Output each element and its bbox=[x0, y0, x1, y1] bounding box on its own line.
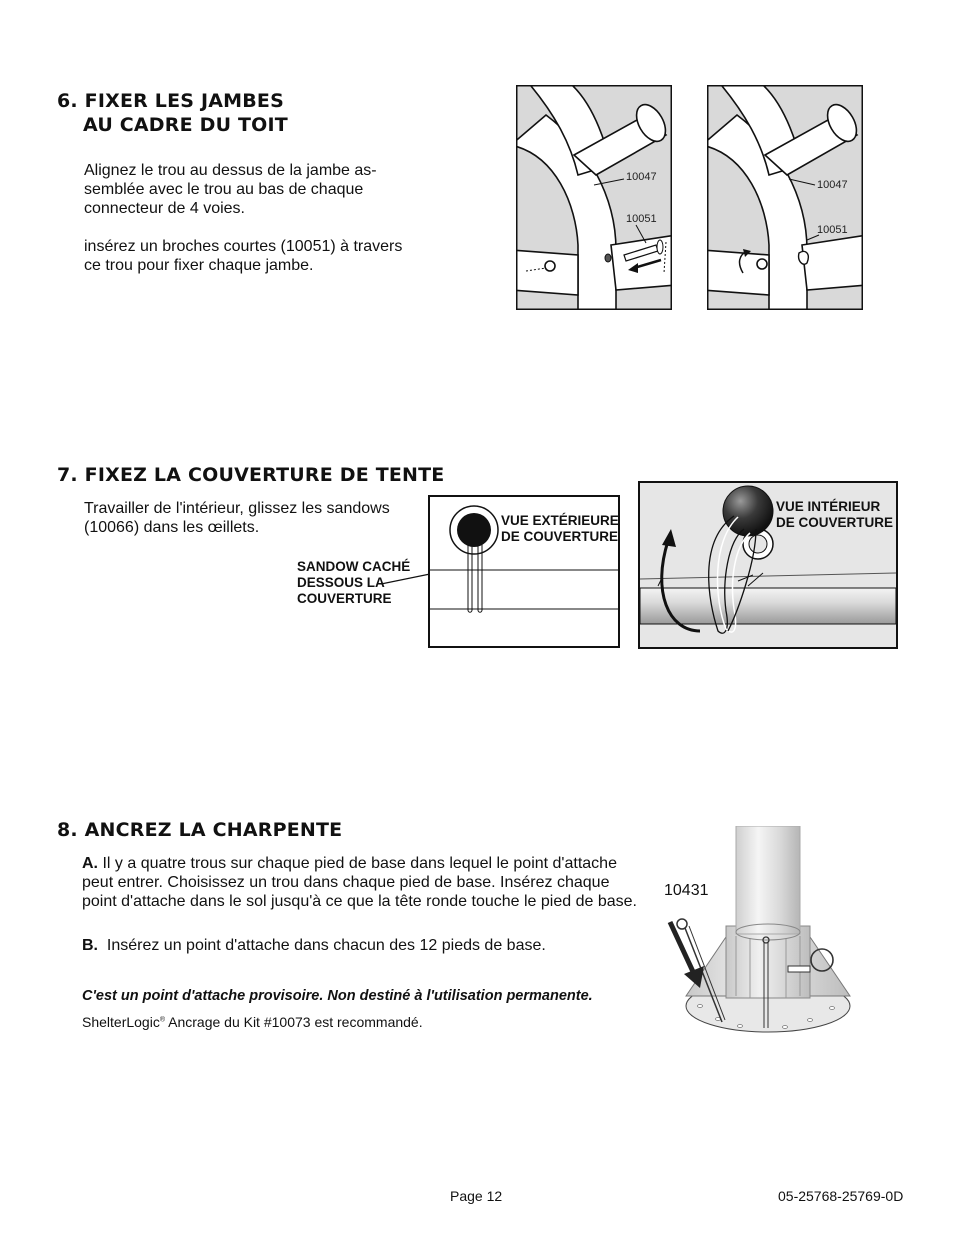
step8-b-label: B. bbox=[82, 937, 98, 954]
step6-title-line2: AU CADRE DU TOIT bbox=[83, 114, 288, 136]
base-foot-figure bbox=[660, 826, 880, 1046]
footer-page-number: Page 12 bbox=[450, 1188, 503, 1204]
step6-figure-pin-insert bbox=[516, 85, 672, 310]
label-interior-line1: VUE INTÉRIEUR bbox=[776, 499, 881, 514]
step6-paragraph-2: insérez un broches courtes (10051) à travers ce trou pour fixer chaque jambe. bbox=[84, 238, 403, 274]
label-exterior-view bbox=[501, 513, 619, 545]
label-exterior-line1: VUE EXTÉRIEURE bbox=[501, 513, 619, 528]
step7-title: 7. FIXEZ LA COUVERTURE DE TENTE bbox=[57, 464, 445, 486]
step8-title: 8. ANCREZ LA CHARPENTE bbox=[57, 819, 343, 841]
callout-hidden-line1: SANDOW CACHÉ bbox=[297, 559, 411, 574]
step8-a-label: A. bbox=[82, 855, 98, 872]
step6-title-line1: 6. FIXER LES JAMBES bbox=[57, 90, 284, 112]
step8-item-b bbox=[82, 936, 642, 955]
fig-left-label-10047: 10047 bbox=[626, 171, 657, 183]
callout-hidden-line2: DESSOUS LA bbox=[297, 575, 385, 590]
fig-right-label-10051: 10051 bbox=[817, 224, 848, 236]
step8-part-number: 10431 bbox=[664, 882, 709, 899]
step6-paragraph-1: Alignez le trou au dessus de la jambe as-semblée avec le trou au bas de chaque connecteur de 4 voies. bbox=[84, 162, 377, 217]
kit-text: Ancrage du Kit #10073 est recommandé. bbox=[165, 1014, 423, 1030]
step8-item-a bbox=[82, 854, 642, 911]
step8-b-text: Insérez un point d'attache dans chacun des 12 pieds de base. bbox=[106, 937, 546, 954]
fig-left-label-10051: 10051 bbox=[626, 213, 657, 225]
step8-warning: C'est un point d'attache provisoire. Non destiné à l'utilisation permanente. bbox=[82, 988, 593, 1004]
step7-paragraph: Travailler de l'intérieur, glissez les sandows (10066) dans les œillets. bbox=[84, 500, 390, 536]
fig-right-label-10047: 10047 bbox=[817, 179, 848, 191]
label-exterior-line2: DE COUVERTURE bbox=[501, 529, 619, 544]
callout-hidden-line3: COUVERTURE bbox=[297, 591, 392, 606]
kit-brand: ShelterLogic bbox=[82, 1014, 160, 1030]
label-interior-view bbox=[776, 499, 893, 531]
label-interior-line2: DE COUVERTURE bbox=[776, 515, 894, 530]
step6-figure-pin-locked bbox=[707, 85, 863, 310]
footer-document-number: 05-25768-25769-0D bbox=[778, 1188, 904, 1204]
step8-kit-recommendation bbox=[82, 1014, 423, 1030]
step8-a-text: Il y a quatre trous sur chaque pied de base dans lequel le point d'attache peut entrer. Choisissez un trou dans chaque pied de base. Insérez chaque point d'attache dans le sol jusqu'à ce que la tête ronde touche le pied de base. bbox=[82, 855, 637, 910]
kit-reg-mark: ® bbox=[159, 1016, 165, 1024]
